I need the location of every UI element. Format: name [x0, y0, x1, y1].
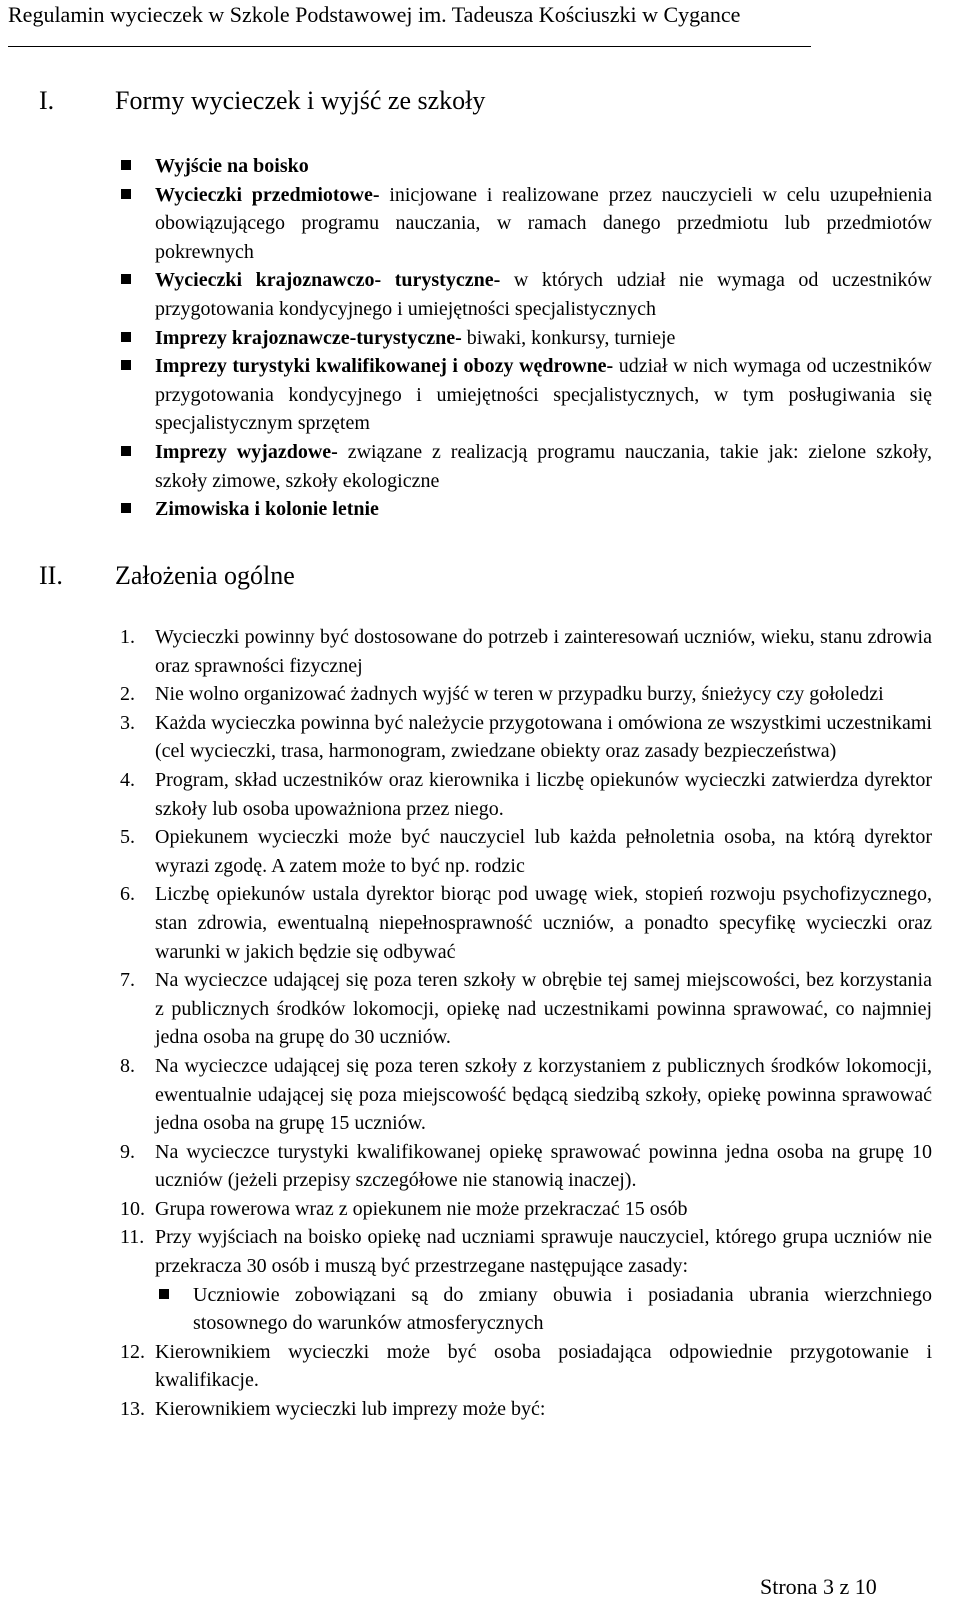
- sub-list-item: Uczniowie zobowiązani są do zmiany obuwia i posiadania ubrania wierzchniego stosownego do warunków atmosferycznych: [155, 1281, 932, 1338]
- numbered-item: 3. Każda wycieczka powinna być należycie przygotowana i omówiona ze wszystkimi uczestnikami (cel wycieczki, trasa, harmonogram, zwiedzane obiekty oraz zasady bezpieczeństwa): [120, 711, 932, 763]
- list-item: Zimowiska i kolonie letnie: [120, 495, 932, 524]
- list-item: Wycieczki krajoznawczo- turystyczne- w których udział nie wymaga od uczestników przygotowania kondycyjnego i umiejętności specjalistycznych: [120, 266, 932, 323]
- numbered-item: 9. Na wycieczce turystyki kwalifikowanej opiekę sprawować powinna jedna osoba na grupę 10 uczniów (jeżeli przepisy szczegółowe nie stanowią inaczej).: [120, 1140, 932, 1192]
- numbered-item: 6. Liczbę opiekunów ustala dyrektor biorąc pod uwagę wiek, stopień rozwoju psychofizycznego, stan zdrowia, ewentualną niepełnosprawność uczniów, a ponadto specyfikę wycieczki oraz warunki w jakich będzie się odbywać: [120, 883, 932, 963]
- trip-forms-list: [120, 152, 932, 524]
- numbered-item: 2. Nie wolno organizować żadnych wyjść w teren w przypadku burzy, śnieżycy czy gołoledzi: [120, 683, 884, 706]
- numbered-item: 1. Wycieczki powinny być dostosowane do potrzeb i zainteresowań uczniów, wieku, stanu zdrowia oraz sprawności fizycznej: [120, 626, 932, 677]
- numbered-item: 8. Na wycieczce udającej się poza teren szkoły z korzystaniem z publicznych środków lokomocji, ewentualnie udającej się poza miejscowość będącą siedzibą szkoły, opiekę powinna sprawować jedna osoba na grupę 15 uczniów.: [120, 1054, 932, 1135]
- section-2-title: Założenia ogólne: [115, 561, 295, 590]
- numbered-item: 11. Przy wyjściach na boisko opiekę nad uczniami sprawuje nauczyciel, którego grupa uczniów nie przekracza 30 osób i muszą być przestrzegane następujące zasady:: [120, 1226, 932, 1278]
- page-number: Strona 3 z 10: [760, 1574, 877, 1599]
- numbered-item: 4. Program, skład uczestników oraz kierownika i liczbę opiekunów wycieczki zatwierdza dyrektor szkoły lub osoba upoważniona przez niego.: [120, 768, 932, 820]
- numbered-item: 13. Kierownikiem wycieczki lub imprezy może być:: [120, 1398, 546, 1421]
- list-item: Wycieczki przedmiotowe- inicjowane i realizowane przez nauczycieli w celu uzupełnienia obowiązującego programu nauczania, w ramach danego przedmiotu lub przedmiotów pokrewnych: [120, 181, 932, 267]
- list-item: Imprezy turystyki kwalifikowanej i obozy wędrowne- udział w nich wymaga od uczestników przygotowania kondycyjnego i umiejętności specjalistycznych, w tym posługiwania się specjalistycznym sprzętem: [120, 352, 932, 438]
- section-2-heading: [39, 561, 295, 591]
- section-1-number: I.: [39, 86, 55, 115]
- document-header: Regulamin wycieczek w Szkole Podstawowej im. Tadeusza Kościuszki w Cygance: [8, 2, 741, 27]
- list-item: Imprezy krajoznawcze-turystyczne- biwaki, konkursy, turnieje: [120, 324, 932, 353]
- numbered-item: 7. Na wycieczce udającej się poza teren szkoły w obrębie tej samej miejscowości, bez korzystania z publicznych środków lokomocji, opiekę nad uczestnikami powinna sprawować, co najmniej jedna osoba na grupę do 30 uczniów.: [120, 969, 932, 1049]
- section-1-heading: [39, 86, 485, 116]
- numbered-item: 5. Opiekunem wycieczki może być nauczyciel lub każda pełnoletnia osoba, na którą dyrektor wyrazi zgodę. A zatem może to być np. rodzic: [120, 826, 932, 877]
- section-1-title: Formy wycieczek i wyjść ze szkoły: [115, 86, 486, 115]
- sub-list: [120, 1281, 932, 1338]
- list-item: Imprezy wyjazdowe- związane z realizacją programu nauczania, takie jak: zielone szkoły, szkoły zimowe, szkoły ekologiczne: [120, 438, 932, 495]
- numbered-item: 10. Grupa rowerowa wraz z opiekunem nie może przekraczać 15 osób: [120, 1197, 688, 1220]
- list-item: Wyjście na boisko: [120, 152, 932, 181]
- section-2-number: II.: [39, 561, 63, 590]
- header-divider: [8, 46, 811, 47]
- numbered-item: 12. Kierownikiem wycieczki może być osoba posiadająca odpowiednie przygotowanie i kwalifikacje.: [120, 1340, 932, 1392]
- general-rules-list: [120, 623, 932, 1424]
